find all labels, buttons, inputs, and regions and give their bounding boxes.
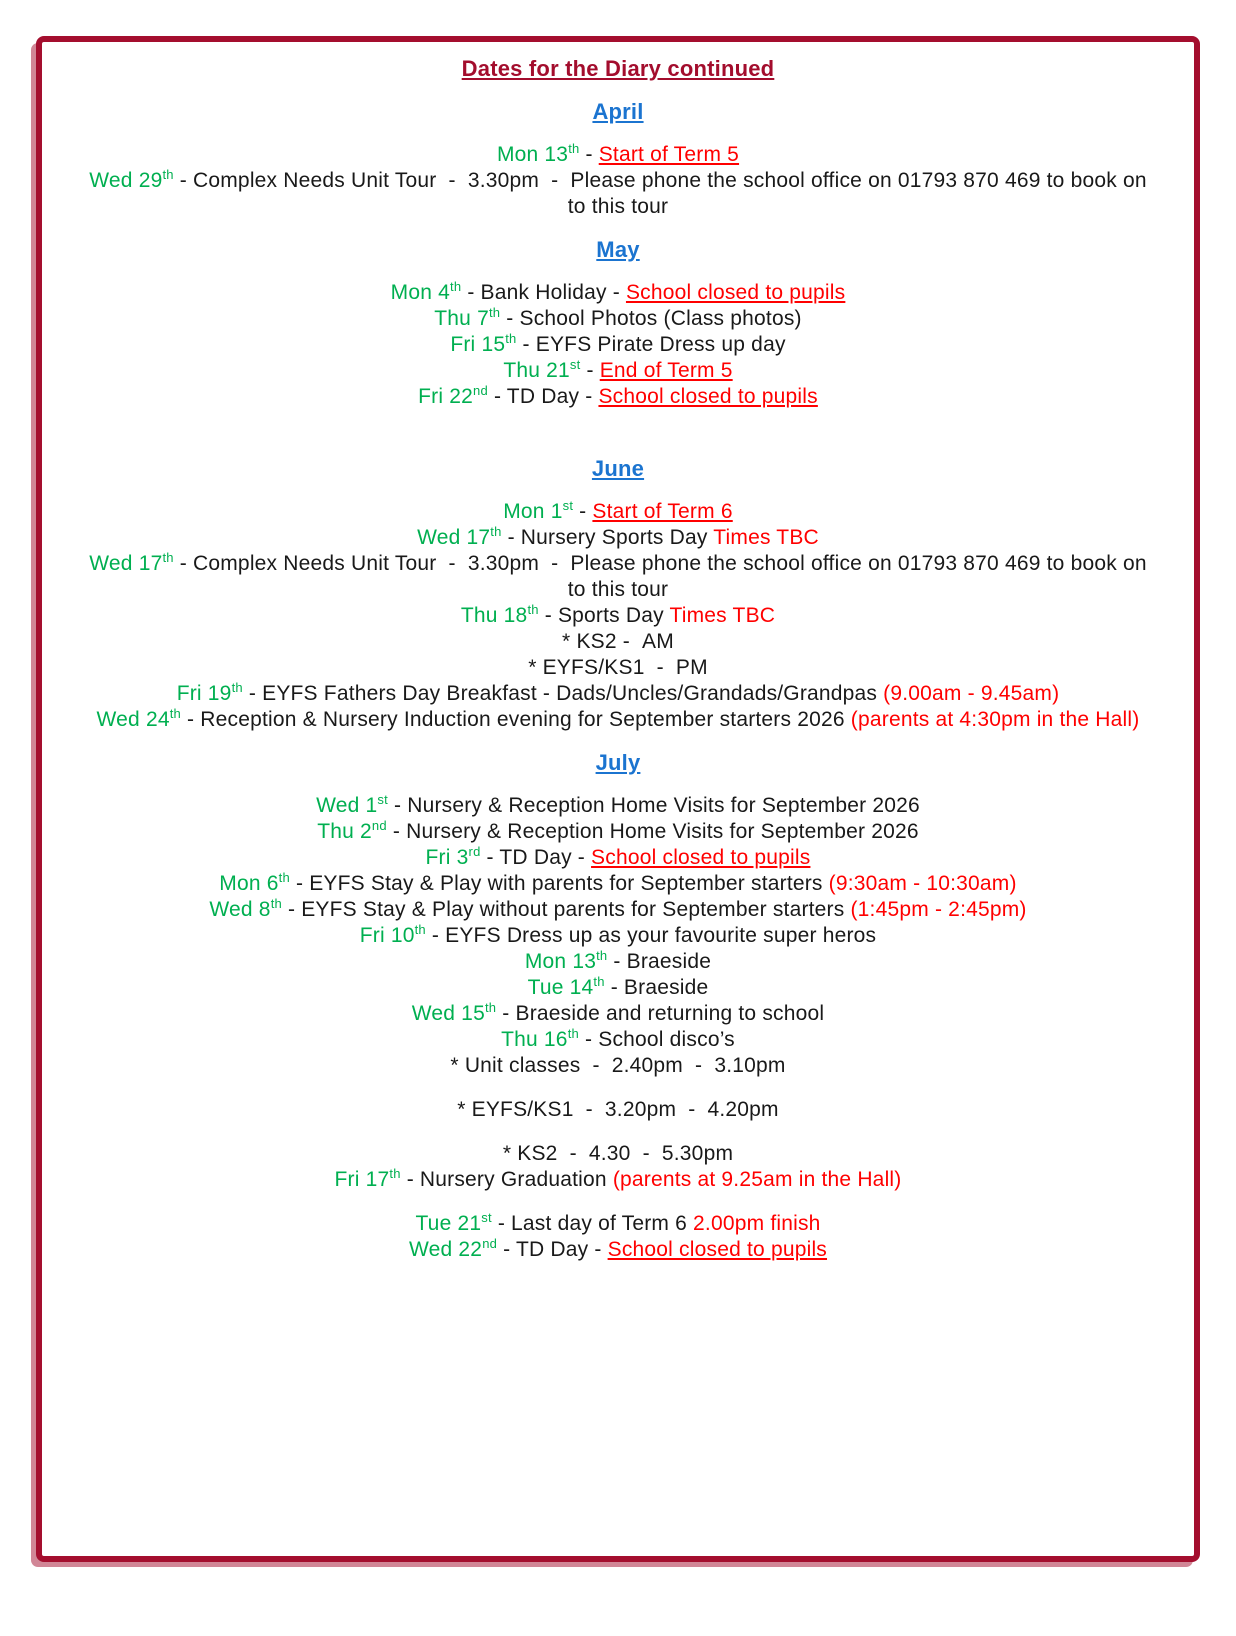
event-text: - School disco’s: [578, 1028, 735, 1051]
diary-line: [82, 1211, 1154, 1237]
month-heading: May: [596, 237, 640, 262]
event-text: - TD Day -: [487, 385, 599, 408]
diary-line: [82, 845, 1154, 871]
event-date: Mon 6: [219, 872, 279, 895]
event-highlight: (1:45pm - 2:45pm): [850, 898, 1027, 921]
diary-line: [82, 280, 1154, 306]
event-date: Fri 10: [359, 924, 415, 947]
event-date: Wed 8: [209, 898, 271, 921]
month-section-june: [82, 456, 1154, 733]
event-highlight: School closed to pupils: [591, 846, 811, 869]
month-section-may: [82, 237, 1154, 410]
month-heading: June: [591, 456, 645, 481]
diary-line: [82, 168, 1154, 220]
diary-line: [82, 793, 1154, 819]
event-date: Mon 13: [524, 950, 597, 973]
date-ordinal-suffix: th: [231, 680, 243, 695]
event-text: - TD Day -: [480, 846, 592, 869]
diary-line: [82, 1237, 1154, 1263]
event-text: - Complex Needs Unit Tour - 3.30pm - Please phone the school office on 01793 870 469 to book on to this tour: [173, 169, 1147, 218]
event-date: Fri 19: [176, 682, 232, 705]
event-date: Thu 21: [503, 359, 570, 382]
event-date: Fri 3: [425, 846, 469, 869]
event-date: Wed 24: [96, 708, 170, 731]
diary-line: [82, 707, 1154, 733]
date-ordinal-suffix: st: [569, 357, 581, 372]
diary-line: [82, 525, 1154, 551]
event-date: Fri 17: [334, 1168, 390, 1191]
diary-line: [82, 551, 1154, 603]
event-date: Wed 17: [89, 552, 163, 575]
date-ordinal-suffix: nd: [473, 383, 488, 398]
diary-line: [82, 603, 1154, 629]
event-highlight: Times TBC: [713, 526, 819, 549]
date-ordinal-suffix: rd: [468, 844, 481, 859]
event-date: Wed 22: [408, 1238, 483, 1261]
diary-line: [82, 1027, 1154, 1053]
event-date: Wed 15: [411, 1002, 485, 1025]
event-text: -: [573, 500, 593, 523]
date-ordinal-suffix: th: [505, 331, 517, 346]
diary-line: [82, 142, 1154, 168]
diary-line: [82, 306, 1154, 332]
diary-line: [82, 819, 1154, 845]
date-ordinal-suffix: th: [450, 279, 462, 294]
diary-line: [82, 949, 1154, 975]
event-text: - EYFS Fathers Day Breakfast - Dads/Uncles/Grandads/Grandpas: [242, 682, 884, 705]
month-section-july: [82, 750, 1154, 1263]
event-date: Thu 2: [317, 820, 372, 843]
date-ordinal-suffix: th: [567, 1026, 579, 1041]
month-heading: July: [595, 750, 641, 775]
event-date: Wed 29: [89, 169, 163, 192]
event-text: - Braeside: [607, 950, 712, 973]
date-ordinal-suffix: th: [488, 305, 501, 320]
event-text: - EYFS Stay & Play with parents for September starters: [289, 872, 829, 895]
event-text: - Last day of Term 6: [491, 1212, 694, 1235]
event-text: - Braeside: [604, 976, 709, 999]
diary-line: [82, 1097, 1154, 1123]
event-highlight: 2.00pm finish: [693, 1212, 821, 1235]
month-heading: April: [592, 99, 644, 124]
event-highlight: School closed to pupils: [607, 1238, 828, 1261]
diary-line: [82, 975, 1154, 1001]
event-highlight: School closed to pupils: [625, 281, 846, 304]
date-ordinal-suffix: st: [562, 498, 574, 513]
date-ordinal-suffix: th: [169, 706, 181, 721]
diary-sections: [82, 99, 1154, 1263]
diary-line: [82, 1141, 1154, 1167]
event-text: * KS2 - 4.30 - 5.30pm: [502, 1142, 734, 1165]
event-highlight: (9.00am - 9.45am): [883, 682, 1060, 705]
date-ordinal-suffix: th: [270, 896, 282, 911]
diary-line: [82, 923, 1154, 949]
diary-line: [82, 655, 1154, 681]
date-ordinal-suffix: st: [377, 792, 388, 807]
event-text: - School Photos (Class photos): [500, 307, 802, 330]
diary-line: [82, 1053, 1154, 1079]
event-date: Tue 21: [415, 1212, 482, 1235]
event-date: Mon 1: [503, 500, 563, 523]
event-text: - EYFS Dress up as your favourite super heros: [425, 924, 877, 947]
event-highlight: End of Term 5: [599, 359, 733, 382]
event-date: Thu 18: [460, 604, 528, 627]
date-ordinal-suffix: st: [481, 1210, 492, 1225]
event-text: - EYFS Pirate Dress up day: [516, 333, 786, 356]
event-highlight: (parents at 9.25am in the Hall): [612, 1168, 902, 1191]
date-ordinal-suffix: nd: [371, 818, 387, 833]
event-text: -: [580, 359, 600, 382]
event-date: Fri 15: [450, 333, 506, 356]
date-ordinal-suffix: th: [568, 141, 580, 156]
date-ordinal-suffix: th: [527, 602, 539, 617]
diary-line: [82, 358, 1154, 384]
event-text: - EYFS Stay & Play without parents for September starters: [281, 898, 851, 921]
event-date: Mon 13: [496, 143, 569, 166]
event-text: -: [579, 143, 599, 166]
newsletter-content: [82, 56, 1154, 1263]
event-date: Thu 16: [501, 1028, 568, 1051]
event-date: Mon 4: [390, 281, 451, 304]
date-ordinal-suffix: th: [596, 948, 608, 963]
diary-line: [82, 681, 1154, 707]
event-highlight: Start of Term 5: [598, 143, 740, 166]
diary-line: [82, 897, 1154, 923]
date-ordinal-suffix: th: [484, 1000, 497, 1015]
event-highlight: Times TBC: [669, 604, 776, 627]
event-text: * KS2 - AM: [562, 630, 674, 653]
event-text: * EYFS/KS1 - PM: [528, 656, 708, 679]
event-highlight: School closed to pupils: [598, 385, 818, 408]
event-date: Thu 7: [434, 307, 489, 330]
diary-line: [82, 871, 1154, 897]
event-text: - Nursery & Reception Home Visits for September 2026: [386, 820, 919, 843]
newsletter-page-frame: [36, 36, 1200, 1562]
event-text: - Nursery Graduation: [400, 1168, 613, 1191]
event-date: Wed 17: [417, 526, 491, 549]
event-date: Tue 14: [527, 976, 594, 999]
event-text: - Braeside and returning to school: [496, 1002, 825, 1025]
event-text: * EYFS/KS1 - 3.20pm - 4.20pm: [457, 1098, 779, 1121]
month-section-april: [82, 99, 1154, 220]
date-ordinal-suffix: th: [278, 870, 290, 885]
diary-line: [82, 499, 1154, 525]
event-text: - Nursery Sports Day: [501, 526, 714, 549]
diary-line: [82, 1001, 1154, 1027]
date-ordinal-suffix: th: [414, 922, 426, 937]
date-ordinal-suffix: nd: [482, 1236, 498, 1251]
date-ordinal-suffix: th: [162, 550, 174, 565]
date-ordinal-suffix: th: [389, 1166, 401, 1181]
diary-line: [82, 629, 1154, 655]
event-text: * Unit classes - 2.40pm - 3.10pm: [450, 1054, 786, 1077]
diary-line: [82, 332, 1154, 358]
page-title: Dates for the Diary continued: [461, 56, 775, 81]
event-text: - Bank Holiday -: [461, 281, 626, 304]
date-ordinal-suffix: th: [162, 167, 174, 182]
event-highlight: (parents at 4:30pm in the Hall): [850, 708, 1140, 731]
event-highlight: (9:30am - 10:30am): [828, 872, 1017, 895]
date-ordinal-suffix: th: [593, 974, 605, 989]
event-text: - TD Day -: [497, 1238, 608, 1261]
diary-line: [82, 384, 1154, 410]
event-date: Wed 1: [316, 794, 378, 817]
event-text: - Sports Day: [538, 604, 670, 627]
event-date: Fri 22: [418, 385, 474, 408]
event-text: - Nursery & Reception Home Visits for September 2026: [387, 794, 920, 817]
event-highlight: Start of Term 6: [592, 500, 733, 523]
event-text: - Complex Needs Unit Tour - 3.30pm - Please phone the school office on 01793 870 469 to book on to this tour: [173, 552, 1147, 601]
event-text: - Reception & Nursery Induction evening for September starters 2026: [180, 708, 851, 731]
date-ordinal-suffix: th: [490, 524, 502, 539]
diary-line: [82, 1167, 1154, 1193]
